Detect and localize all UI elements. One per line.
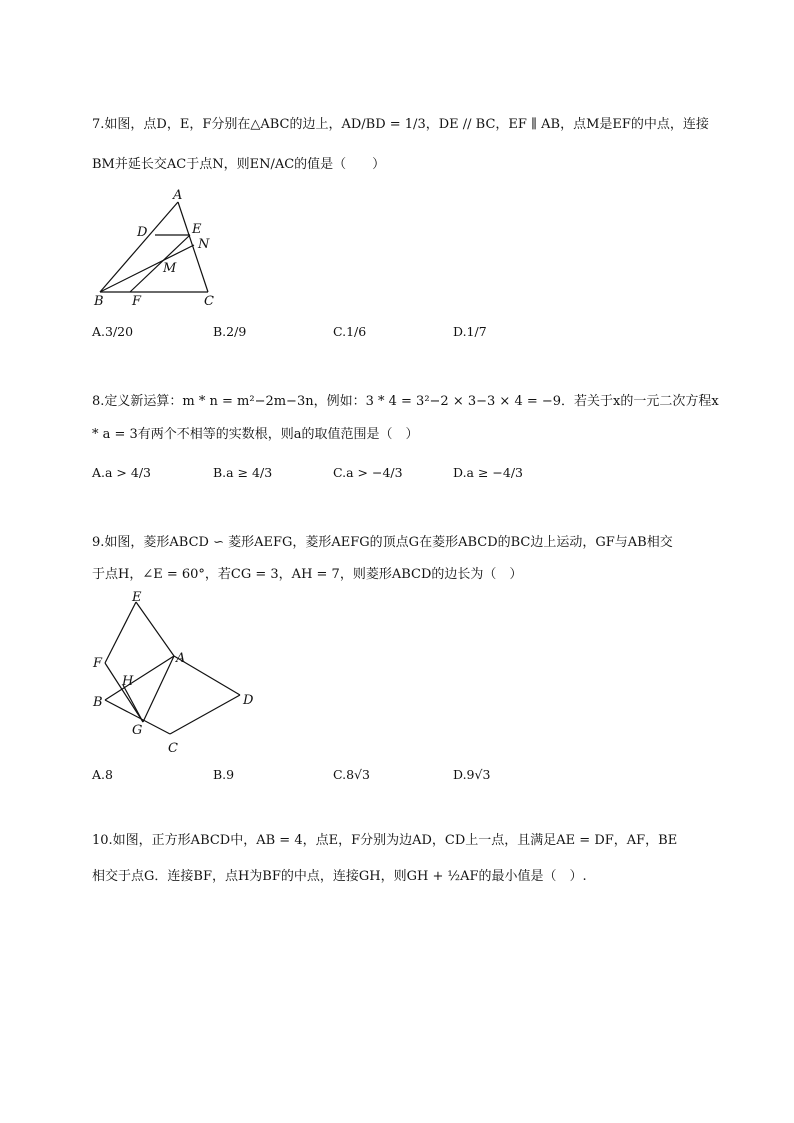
q7-option-c[interactable]: C.1/6 — [333, 324, 367, 339]
q8-text-line-2: * a = 3有两个不相等的实数根，则a的取值范围是（ ） — [92, 427, 419, 442]
q9-label-c: C — [168, 741, 178, 756]
q7-label-m: M — [163, 261, 177, 276]
q9-text-line-2: 于点H，∠E = 60°，若CG = 3，AH = 7，则菱形ABCD的边长为（ ） — [92, 567, 523, 582]
q7-option-b[interactable]: B.2/9 — [213, 324, 247, 339]
q9-label-e: E — [132, 590, 142, 605]
q9-option-c[interactable]: C.8√3 — [333, 767, 370, 782]
q9-label-d: D — [243, 693, 254, 708]
q9-label-b: B — [93, 695, 103, 710]
q9-option-b[interactable]: B.9 — [213, 767, 235, 782]
q7-label-d: D — [137, 225, 148, 240]
q9-label-g: G — [132, 723, 143, 738]
q8-option-d[interactable]: D.a ≥ −4/3 — [453, 465, 524, 480]
q8-text-line-1: 8.定义新运算：m * n = m²−2m−3n，例如：3 * 4 = 3²−2 × 3−3 × 4 = −9．若关于x的一元二次方程x — [92, 394, 719, 409]
q7-label-f: F — [132, 294, 142, 308]
q10-text-line-1: 10.如图，正方形ABCD中，AB = 4，点E，F分别为边AD，CD上一点，且满足AE = DF，AF，BE — [92, 833, 678, 848]
q9-label-a: A — [176, 651, 186, 666]
q7-label-b: B — [94, 294, 104, 308]
q9-rhombus-figure — [88, 588, 268, 758]
q7-label-e: E — [192, 222, 202, 237]
q9-option-d[interactable]: D.9√3 — [453, 767, 491, 782]
q7-option-a[interactable]: A.3/20 — [92, 324, 134, 339]
q7-text-line-1: 7.如图，点D，E，F分别在△ABC的边上，AD/BD = 1/3，DE // BC，EF ∥ AB，点M是EF的中点，连接 — [92, 117, 709, 132]
q9-option-a[interactable]: A.8 — [92, 767, 113, 782]
q7-label-c: C — [204, 294, 214, 308]
q8-option-b[interactable]: B.a ≥ 4/3 — [213, 465, 273, 480]
q7-label-a: A — [173, 188, 183, 203]
q7-option-d[interactable]: D.1/7 — [453, 324, 487, 339]
q9-label-h: H — [122, 674, 134, 689]
q8-option-c[interactable]: C.a > −4/3 — [333, 465, 403, 480]
q7-text-line-2: BM并延长交AC于点N，则EN/AC的值是（ ） — [92, 157, 386, 172]
q8-option-a[interactable]: A.a > 4/3 — [92, 465, 151, 480]
q7-triangle-figure — [88, 182, 228, 308]
q10-text-line-2: 相交于点G．连接BF，点H为BF的中点，连接GH，则GH + ½AF的最小值是（ ）. — [92, 869, 587, 884]
q7-label-n: N — [198, 237, 210, 252]
q9-text-line-1: 9.如图，菱形ABCD ∽ 菱形AEFG，菱形AEFG的顶点G在菱形ABCD的BC边上运动，GF与AB相交 — [92, 535, 673, 550]
q9-label-f: F — [93, 656, 103, 671]
